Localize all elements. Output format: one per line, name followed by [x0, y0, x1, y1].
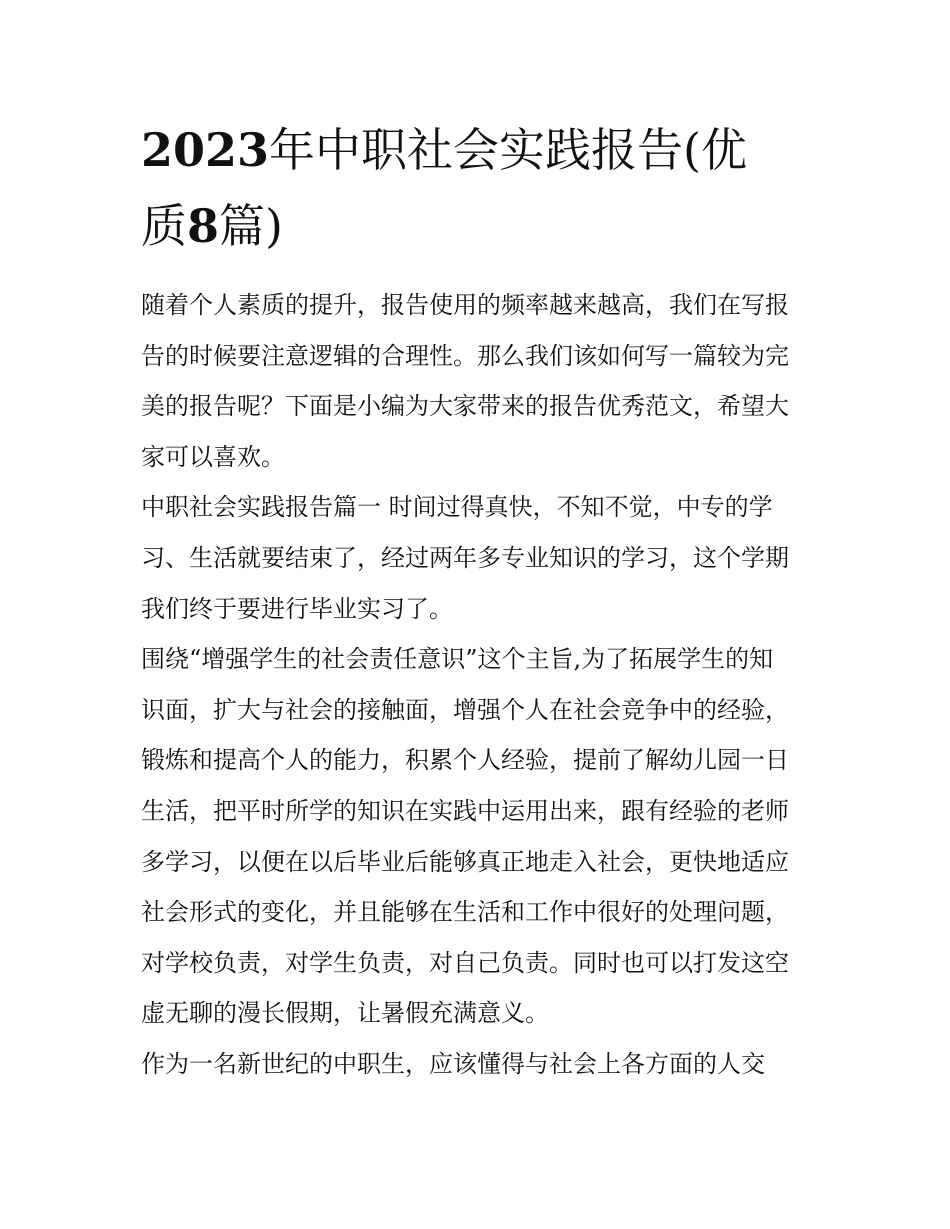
- paragraph-line: 随着个人素质的提升，报告使用的频率越来越高，我们在写报: [141, 291, 789, 319]
- paragraph-line: 生活，把平时所学的知识在实践中运用出来，跟有经验的老师: [141, 796, 789, 825]
- paragraph-line: 家可以喜欢。: [141, 442, 285, 471]
- paragraph-line: 对学校负责，对学生负责，对自己负责。同时也可以打发这空: [141, 948, 789, 977]
- paragraph-line: 锻炼和提高个人的能力，积累个人经验，提前了解幼儿园一日: [141, 746, 789, 775]
- paragraph: [141, 280, 821, 482]
- paragraph-line: 作为一名新世纪的中职生，应该懂得与社会上各方面的人交: [141, 1049, 765, 1078]
- paragraph-line: 美的报告呢？下面是小编为大家带来的报告优秀范文，希望大: [141, 392, 789, 421]
- paragraph: [141, 634, 821, 1039]
- paragraph-line: 围绕“增强学生的社会责任意识”这个主旨,为了拓展学生的知: [141, 645, 774, 674]
- title-text-end: 篇): [219, 199, 283, 253]
- title-count: 8: [187, 199, 220, 253]
- paragraph: [141, 1039, 821, 1090]
- document-title: [141, 112, 821, 264]
- paragraph: [141, 482, 821, 634]
- title-text-line1: 年中职社会实践报告(优: [269, 123, 747, 177]
- paragraph-line: 虚无聊的漫长假期，让暑假充满意义。: [141, 999, 549, 1028]
- paragraph-line: 社会形式的变化，并且能够在生活和工作中很好的处理问题，: [141, 898, 789, 927]
- title-text-line2: 质: [141, 199, 187, 253]
- paragraph-line: 多学习，以便在以后毕业后能够真正地走入社会，更快地适应: [141, 847, 789, 876]
- paragraph-line: 告的时候要注意逻辑的合理性。那么我们该如何写一篇较为完: [141, 341, 789, 370]
- title-year: 2023: [141, 123, 270, 177]
- paragraph-line: 识面，扩大与社会的接触面，增强个人在社会竞争中的经验，: [141, 695, 789, 724]
- paragraph-line: 中职社会实践报告篇一 时间过得真快，不知不觉，中专的学: [141, 493, 773, 522]
- document-body: [141, 280, 821, 1090]
- paragraph-line: 我们终于要进行毕业实习了。: [141, 594, 453, 623]
- paragraph-line: 习、生活就要结束了，经过两年多专业知识的学习，这个学期: [141, 543, 789, 572]
